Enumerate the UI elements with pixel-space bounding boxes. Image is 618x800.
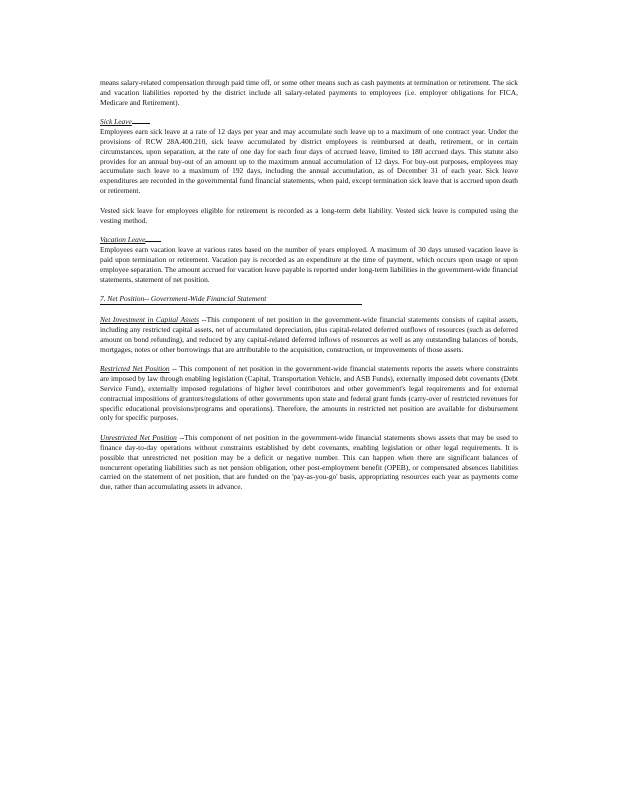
vacation-leave-paragraph: Employees earn vacation leave at various rates based on the number of years employed. A maximum of 30 days unused vacation leave is paid upon termination or retirement. Vacation pay is recorded as an expenditure at the time of payment, which occurs upon usage or upon employee separation. The amount accrued for vacation leave payable is reported under long-term liabilities in the government-wide financial statements, statement of net position. <box>100 245 518 284</box>
unrestricted-paragraph <box>100 433 518 492</box>
vacation-leave-heading: Vacation Leave <box>100 235 518 245</box>
sick-leave-heading: Sick Leave <box>100 117 518 127</box>
intro-paragraph: means salary-related compensation through paid time off, or some other means such as cash payments at termination or retirement. The sick and vacation liabilities reported by the district include all salary-related payments to employees (i.e. employer obligations for FICA, Medicare and Retirement). <box>100 78 518 107</box>
unrestricted-title: Unrestricted Net Position <box>100 433 177 443</box>
net-investment-title: Net Investment in Capital Assets <box>100 315 200 325</box>
net-investment-paragraph <box>100 315 518 354</box>
restricted-text: -- This component of net position in the government-wide financial statements reports the assets where constraints are imposed by law through enabling legislation (Capital, Transportation Vehicle, and ASB Funds), externally imposed debt covenants (Debt Service Fund), externally imposed regulations of higher level contributors and other government's legal requirements and for external contractual impositions of grantors/regulations of other governments upon state and federal grant funds (carry-over of restricted revenues for specific educational provisions/programs and operations). Therefore, the amounts in restricted net position are available for disbursement only for specific purposes. <box>100 364 518 423</box>
document-page <box>100 78 518 502</box>
restricted-title: Restricted Net Position <box>100 364 170 374</box>
unrestricted-text: --This component of net position in the government-wide financial statements shows assets that may be used to finance day-to-day operations without constraints established by debt covenants, enabling legislation or other legal requirements. It is possible that unrestricted net position may be a deficit or negative number. This can happen when there are significant balances of noncurrent operating liabilities such as net pension obligation, other post-employment benefit (OPEB), or compensated absences liabilities carried on the statement of net position, that are funded on the 'pay-as-you-go' basis, appropriating resources each year as payments come due, rather than accumulating assets in advance. <box>100 433 518 492</box>
net-investment-text: --This component of net position in the government-wide financial statements consists of capital assets, including any restricted capital assets, net of accumulated depreciation, plus capital-related deferred outflows of resources (such as deferred amount on bond refunding), and reduced by any capital-related deferred inflows of resources as well as any outstanding balances of bonds, mortgages, notes or other borrowings that are attributable to the acquisition, construction, or improvements of those assets. <box>100 315 518 354</box>
vested-sick-leave-paragraph: Vested sick leave for employees eligible for retirement is recorded as a long-term debt liability. Vested sick leave is computed using the vesting method. <box>100 205 518 225</box>
sick-leave-paragraph: Employees earn sick leave at a rate of 12 days per year and may accumulate such leave up to a maximum of one contract year. Under the provisions of RCW 28A.400.210, sick leave accumulated by district employees is reimbursed at death, retirement, or in certain circumstances, upon separation, at the rate of one day for each four days of accrued leave, limited to 180 accrued days. This statute also provides for an annual buy-out of an amount up to the maximum annual accumulation of 12 days. For buy-out purposes, employees may accumulate such leave to a maximum of 192 days, including the annual accumulation, as of December 31 of each year. Sick leave expenditures are recorded in the governmental fund financial statements, when paid, except termination sick leave that is accrued upon death or retirement. <box>100 127 518 195</box>
restricted-paragraph <box>100 364 518 423</box>
net-position-heading: 7. Net Position-- Government-Wide Financial Statement <box>100 294 362 305</box>
